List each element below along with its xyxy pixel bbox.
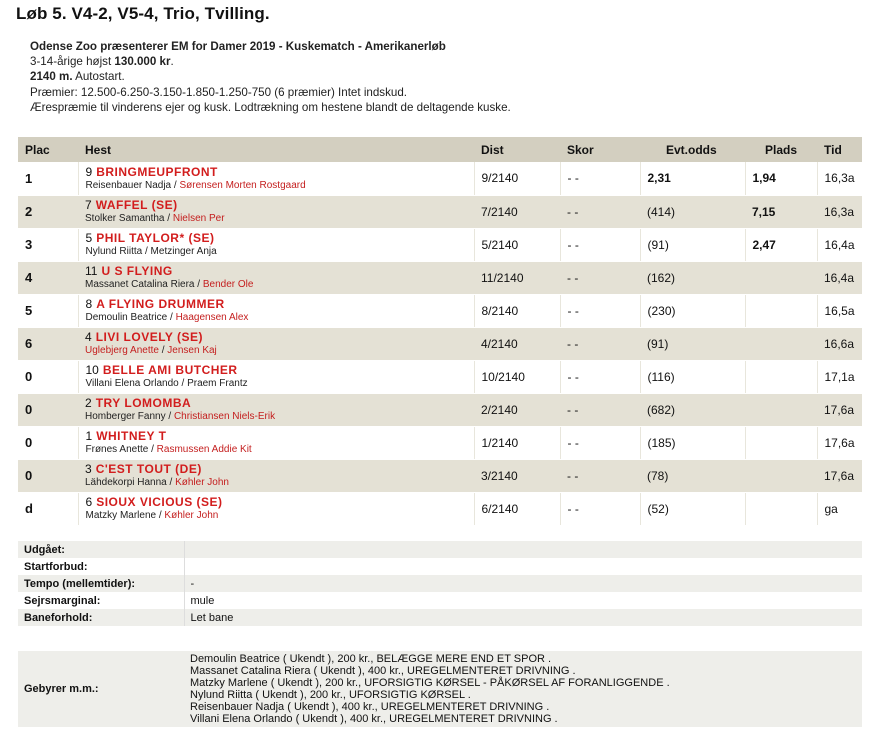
odds: 2,31 [647, 171, 671, 186]
score: - - [560, 294, 640, 327]
place-odds-cell [745, 195, 817, 228]
place-odds-cell [745, 459, 817, 492]
distance: 4/2140 [474, 327, 560, 360]
placement: 3 [18, 228, 78, 261]
owner-driver [86, 443, 474, 456]
separator: / [164, 213, 173, 224]
odds: (91) [647, 237, 669, 252]
table-row [18, 261, 862, 294]
horse-number: 5 [85, 231, 93, 245]
odds: (91) [647, 336, 669, 351]
driver-name[interactable]: Jensen Kaj [167, 345, 217, 356]
race-conditions [30, 54, 511, 69]
table-row [18, 360, 862, 393]
horse-cell [78, 426, 474, 459]
odds-cell [640, 327, 745, 360]
horse-line [86, 363, 474, 377]
distance: 11/2140 [474, 261, 560, 294]
owner-name: Nylund Riitta [85, 246, 143, 257]
horse-number: 10 [85, 363, 99, 377]
score: - - [560, 195, 640, 228]
table-row [18, 393, 862, 426]
place-odds-cell [745, 228, 817, 261]
separator: / [178, 378, 188, 389]
horse-name-link[interactable]: WAFFEL (SE) [95, 198, 178, 212]
table-row [18, 228, 862, 261]
col-skor: Skor [560, 137, 640, 162]
col-plac: Plac [18, 137, 78, 162]
placement: 0 [18, 393, 78, 426]
driver-name[interactable]: Sørensen Morten Rostgaard [179, 179, 306, 191]
extra-value [184, 558, 862, 575]
separator: / [167, 312, 176, 323]
place-odds-cell [745, 261, 817, 294]
horse-number: 1 [85, 429, 93, 443]
table-row [18, 162, 862, 195]
time: 16,4a [817, 228, 862, 261]
horse-cell [78, 459, 474, 492]
horse-cell [78, 294, 474, 327]
horse-line [86, 495, 474, 509]
horse-cell [78, 492, 474, 525]
fee-line: Villani Elena Orlando ( Ukendt ), 400 kr., UREGELMENTERET DRIVNING . [190, 713, 558, 725]
owner-driver [86, 179, 474, 192]
place-odds-cell [745, 360, 817, 393]
results-table [18, 137, 862, 526]
time: ga [817, 492, 862, 525]
driver-name[interactable]: Køhler John [175, 477, 229, 488]
odds: (52) [647, 501, 669, 516]
odds-cell [640, 360, 745, 393]
horse-line [85, 330, 474, 344]
extra-value: mule [184, 592, 862, 609]
distance: 1/2140 [474, 426, 560, 459]
owner-driver [86, 311, 474, 324]
owner-name: Homberger Fanny [85, 411, 166, 422]
max-earnings: 130.000 kr [114, 55, 171, 69]
odds-cell [640, 195, 745, 228]
score: - - [560, 261, 640, 294]
odds-cell [640, 426, 745, 459]
distance: 9/2140 [474, 162, 560, 195]
separator: / [158, 345, 168, 356]
fees-label: Gebyrer m.m.: [24, 683, 99, 695]
place-odds-cell [745, 327, 817, 360]
placement: 0 [18, 360, 78, 393]
horse-name-link[interactable]: BELLE AMI BUTCHER [102, 363, 238, 377]
fees-table [18, 651, 862, 727]
extra-row [18, 609, 862, 626]
horse-name-link[interactable]: BRINGMEUPFRONT [96, 164, 218, 179]
owner-driver [85, 278, 474, 291]
horse-line [86, 429, 474, 443]
fee-line: Matzky Marlene ( Ukendt ), 200 kr., UFORSIGTIG KØRSEL - PÅKØRSEL AF FORANLIGGENDE . [190, 677, 670, 689]
distance: 3/2140 [474, 459, 560, 492]
horse-cell [78, 162, 474, 195]
place-odds: 1,94 [752, 171, 776, 186]
extra-label: Startforbud: [18, 558, 184, 575]
extra-label: Tempo (mellemtider): [18, 575, 184, 592]
horse-name-link[interactable]: A FLYING DRUMMER [96, 297, 225, 311]
owner-name[interactable]: Uglebjerg Anette [85, 345, 159, 356]
time: 17,1a [817, 360, 862, 393]
horse-cell [78, 228, 474, 261]
extra-label: Sejrsmarginal: [18, 592, 184, 609]
owner-driver [85, 410, 474, 423]
owner-name: Massanet Catalina Riera [85, 279, 195, 290]
placement: 6 [18, 327, 78, 360]
odds-cell [640, 261, 745, 294]
odds: (185) [647, 435, 676, 450]
owner-name: Demoulin Beatrice [85, 312, 168, 323]
time: 16,5a [817, 294, 862, 327]
place-odds: 2,47 [752, 237, 776, 252]
score: - - [560, 426, 640, 459]
distance: 10/2140 [474, 360, 560, 393]
time: 16,3a [817, 195, 862, 228]
table-row [18, 327, 862, 360]
horse-cell [78, 393, 474, 426]
placement: 4 [18, 261, 78, 294]
fees-row [18, 651, 862, 727]
separator: / [142, 246, 151, 257]
extra-info-table [18, 541, 862, 626]
horse-number: 11 [85, 264, 98, 278]
owner-driver [86, 509, 474, 522]
fee-line: Reisenbauer Nadja ( Ukendt ), 400 kr., UREGELMENTERET DRIVNING . [190, 701, 550, 713]
odds-cell [640, 459, 745, 492]
horse-line [86, 231, 474, 245]
place-odds-cell [745, 393, 817, 426]
horse-name-link[interactable]: WHITNEY T [96, 429, 167, 443]
time: 16,4a [817, 261, 862, 294]
placement: 0 [18, 459, 78, 492]
horse-name-link[interactable]: TRY LOMOMBA [95, 396, 192, 410]
extra-row [18, 575, 862, 592]
start-type: Autostart. [72, 70, 125, 84]
horse-line [85, 198, 474, 212]
odds-cell [640, 393, 745, 426]
extra-label: Baneforhold: [18, 609, 184, 626]
distance: 5/2140 [474, 228, 560, 261]
owner-driver [85, 476, 474, 489]
odds: (78) [647, 468, 669, 483]
driver-name[interactable]: Haagensen Alex [175, 312, 249, 323]
owner-name: Matzky Marlene [85, 510, 157, 521]
extra-value: - [184, 575, 862, 592]
horse-name-link[interactable]: C'EST TOUT (DE) [95, 462, 202, 476]
owner-driver [86, 245, 474, 258]
driver-name: Metzinger Anja [150, 246, 217, 257]
horse-line [86, 297, 474, 311]
driver-name[interactable]: Bender Ole [202, 279, 254, 290]
horse-number: 2 [85, 396, 92, 410]
extra-row [18, 592, 862, 609]
separator: / [148, 444, 157, 455]
owner-name: Lähdekorpi Hanna [85, 477, 167, 488]
col-odds: Evt.odds [640, 137, 745, 162]
odds: (162) [647, 270, 676, 285]
odds: (230) [647, 303, 676, 318]
race-title: Løb 5. V4-2, V5-4, Trio, Tvilling. [16, 4, 270, 23]
time: 16,6a [817, 327, 862, 360]
separator: / [166, 477, 176, 488]
score: - - [560, 327, 640, 360]
fee-line: Nylund Riitta ( Ukendt ), 200 kr., UFORSIGTIG KØRSEL . [190, 689, 471, 701]
distance: 8/2140 [474, 294, 560, 327]
horse-name-link[interactable]: U S FLYING [101, 264, 173, 278]
driver-name[interactable]: Køhler John [164, 510, 219, 521]
horse-cell [78, 195, 474, 228]
horse-name-link[interactable]: SIOUX VICIOUS (SE) [96, 495, 223, 509]
results-header [18, 137, 862, 162]
horse-line [85, 396, 474, 410]
fees-list [184, 651, 862, 727]
distance: 2/2140 [474, 393, 560, 426]
place-odds-cell [745, 426, 817, 459]
horse-number: 4 [85, 330, 92, 344]
distance-value: 2140 m. [30, 70, 73, 84]
race-prizes: Præmier: 12.500-6.250-3.150-1.850-1.250-750 (6 præmier) Intet indskud. [30, 85, 408, 99]
driver-name[interactable]: Rasmussen Addie Kit [156, 444, 252, 455]
driver-name: Praem Frantz [187, 378, 248, 389]
place-odds-cell [745, 492, 817, 525]
placement: 1 [18, 162, 78, 195]
owner-name: Reisenbauer Nadja [85, 179, 172, 191]
horse-name-link[interactable]: LIVI LOVELY (SE) [95, 330, 204, 344]
horse-name-link[interactable]: PHIL TAYLOR* (SE) [96, 231, 215, 245]
col-dist: Dist [474, 137, 560, 162]
table-row [18, 459, 862, 492]
race-info [30, 39, 511, 115]
col-hest: Hest [78, 137, 474, 162]
odds: (116) [647, 369, 675, 384]
placement: 0 [18, 426, 78, 459]
driver-name[interactable]: Christiansen Niels-Erik [173, 411, 276, 422]
horse-line [85, 462, 474, 476]
extra-label: Udgået: [18, 541, 184, 558]
horse-line [85, 264, 474, 278]
owner-name: Villani Elena Orlando [85, 378, 179, 389]
owner-driver [85, 212, 474, 225]
score: - - [560, 360, 640, 393]
odds: (682) [647, 402, 676, 417]
score: - - [560, 228, 640, 261]
placement: 2 [18, 195, 78, 228]
horse-cell [78, 360, 474, 393]
owner-name: Stolker Samantha [85, 213, 165, 224]
driver-name[interactable]: Nielsen Per [172, 213, 225, 224]
distance: 6/2140 [474, 492, 560, 525]
horse-line [86, 165, 474, 179]
separator: / [194, 279, 203, 290]
odds-cell [640, 294, 745, 327]
time: 17,6a [817, 393, 862, 426]
score: - - [560, 459, 640, 492]
odds: (414) [647, 204, 676, 219]
placement: 5 [18, 294, 78, 327]
owner-driver [86, 377, 474, 390]
place-odds-cell [745, 294, 817, 327]
table-row [18, 294, 862, 327]
place-odds: 7,15 [752, 204, 776, 219]
fee-line: Demoulin Beatrice ( Ukendt ), 200 kr., BELÆGGE MERE END ET SPOR . [190, 653, 552, 665]
score: - - [560, 393, 640, 426]
col-tid: Tid [817, 137, 862, 162]
odds-cell [640, 162, 745, 195]
placement: d [18, 492, 78, 525]
extra-row [18, 558, 862, 575]
distance: 7/2140 [474, 195, 560, 228]
odds-cell [640, 228, 745, 261]
time: 17,6a [817, 426, 862, 459]
col-plads: Plads [745, 137, 817, 162]
horse-number: 6 [85, 495, 93, 509]
race-name: Odense Zoo præsenterer EM for Damer 2019 - Kuskematch - Amerikanerløb [30, 40, 446, 53]
fee-line: Massanet Catalina Riera ( Ukendt ), 400 kr., UREGELMENTERET DRIVNING . [190, 665, 576, 677]
table-row [18, 426, 862, 459]
place-odds-cell [745, 162, 817, 195]
time: 17,6a [817, 459, 862, 492]
owner-driver [85, 344, 474, 357]
age-condition: 3-14-årige højst [30, 55, 115, 69]
horse-number: 7 [85, 198, 92, 212]
horse-cell [78, 327, 474, 360]
table-row [18, 492, 862, 525]
horse-cell [78, 261, 474, 294]
score: - - [560, 162, 640, 195]
extra-value: Let bane [184, 609, 862, 626]
age-condition-end: . [170, 55, 174, 69]
owner-name: Frønes Anette [85, 444, 149, 455]
separator: / [156, 510, 165, 521]
race-distance [30, 69, 511, 84]
time: 16,3a [817, 162, 862, 195]
horse-number: 8 [85, 297, 93, 311]
score: - - [560, 492, 640, 525]
horse-number: 3 [85, 462, 92, 476]
odds-cell [640, 492, 745, 525]
separator: / [165, 411, 174, 422]
race-honor-prize: Ærespræmie til vinderens ejer og kusk. Lodtrækning om hestene blandt de deltagende kuske. [30, 100, 511, 114]
separator: / [171, 179, 180, 191]
extra-row [18, 541, 862, 558]
horse-number: 9 [85, 164, 93, 179]
extra-value [184, 541, 862, 558]
table-row [18, 195, 862, 228]
